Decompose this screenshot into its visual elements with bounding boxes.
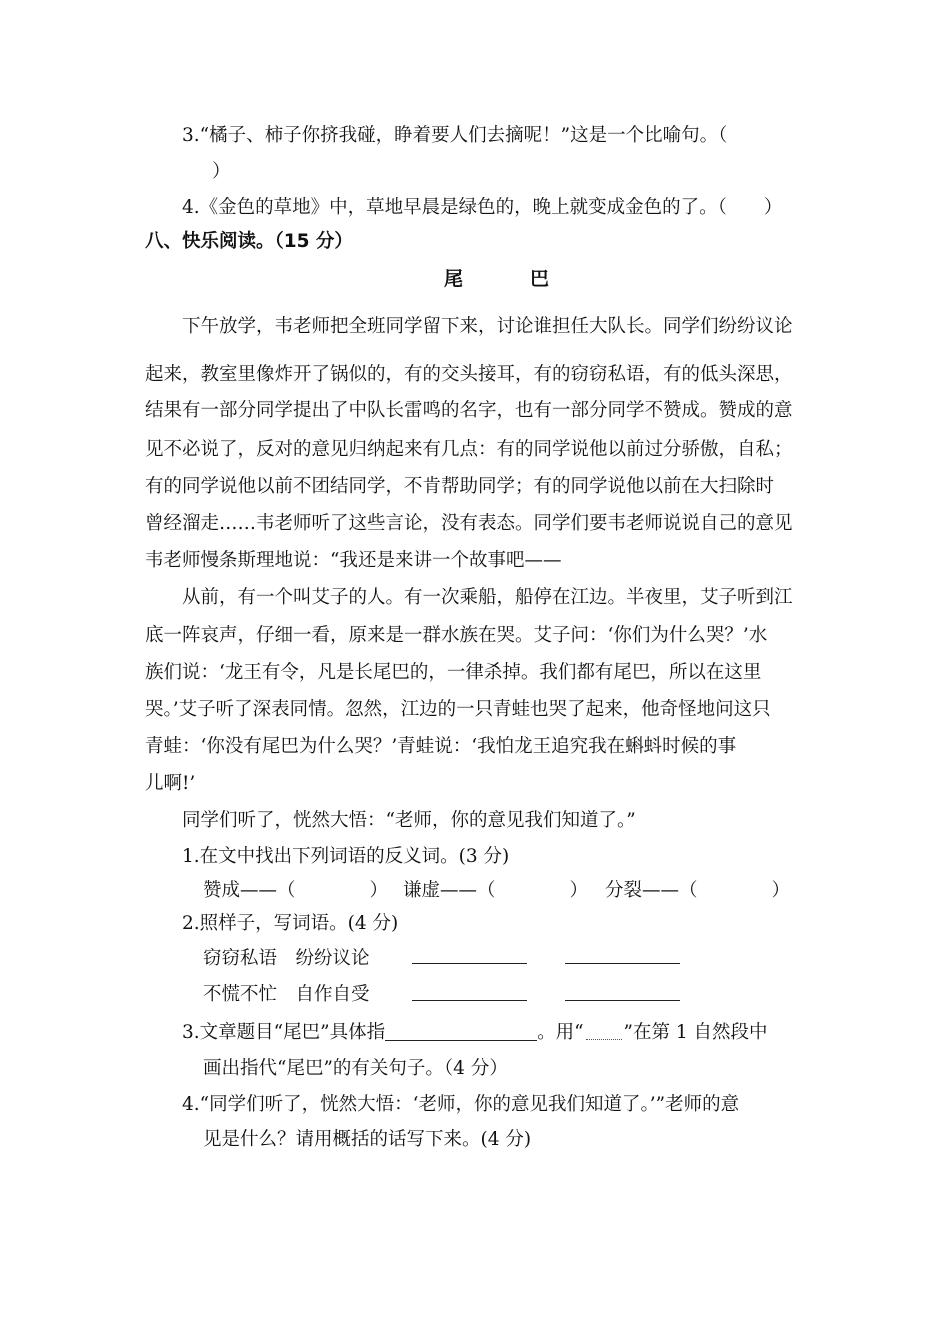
passage-line: 韦老师慢条斯理地说：“我还是来讲一个故事吧——: [145, 550, 562, 571]
judgement-q3-line1: 3.“橘子、柿子你挤我碰，睁着要人们去摘呢！”这是一个比喻句。（: [182, 125, 728, 146]
q2-answer-blank[interactable]: [565, 963, 680, 964]
question-3-line2: 画出指代“尾巴”的有关句子。（4 分）: [203, 1058, 508, 1079]
passage-line: 哭。’艾子听了深表同情。忽然，江边的一只青蛙也哭了起来，他奇怪地问这只: [145, 699, 771, 720]
question-4-line2: 见是什么？请用概括的话写下来。(4 分): [203, 1129, 532, 1150]
judgement-q4: 4.《金色的草地》中，草地早晨是绿色的，晚上就变成金色的了。（ ）: [182, 197, 783, 218]
q2-answer-blank[interactable]: [565, 1000, 680, 1001]
passage-line: 见不必说了，反对的意见归纳起来有几点：有的同学说他以前过分骄傲，自私；: [145, 439, 793, 460]
q2-example-row: 窃窃私语 纷纷议论: [203, 948, 370, 969]
passage-line: 儿啊!’: [145, 773, 196, 794]
passage-line: 从前，有一个叫艾子的人。有一次乘船，船停在江边。半夜里，艾子听到江: [182, 587, 793, 608]
passage-line: 下午放学，韦老师把全班同学留下来，讨论谁担任大队长。同学们纷纷议论: [182, 316, 793, 337]
passage-line: 曾经溜走……韦老师听了这些言论，没有表态。同学们要韦老师说说自己的意见: [145, 513, 793, 534]
q2-answer-blank[interactable]: [412, 1000, 527, 1001]
question-2-title: 2.照样子，写词语。(4 分): [182, 913, 399, 934]
passage-line: 族们说：‘龙王有令，凡是长尾巴的，一律杀掉。我们都有尾巴，所以在这里: [145, 662, 762, 683]
q3-text-part3: ”在第 1 自然段中: [623, 1022, 768, 1043]
passage-line: 有的同学说他以前不团结同学，不肯帮助同学；有的同学说他以前在大扫除时: [145, 476, 775, 497]
q2-answer-blank[interactable]: [412, 963, 527, 964]
passage-line: 起来，教室里像炸开了锅似的，有的交头接耳，有的窃窃私语，有的低头深思，: [145, 364, 793, 385]
q1-antonym-item[interactable]: 赞成——（ ）: [203, 880, 389, 901]
passage-line: 底一阵哀声，仔细一看，原来是一群水族在哭。艾子问：‘你们为什么哭？’水: [145, 625, 768, 646]
question-1-title: 1.在文中找出下列词语的反义词。(3 分): [182, 846, 510, 867]
q1-antonym-item[interactable]: 谦虚——（ ）: [403, 880, 589, 901]
q2-example-row: 不慌不忙 自作自受: [203, 984, 370, 1005]
q3-text-part2: 。用“: [537, 1022, 584, 1043]
passage-line: 结果有一部分同学提出了中队长雷鸣的名字，也有一部分同学不赞成。赞成的意: [145, 400, 793, 421]
passage-title: 尾 巴: [444, 268, 574, 290]
wavy-underline-mark: [586, 1038, 622, 1040]
q3-text-part1: 3.文章题目“尾巴”具体指: [182, 1022, 386, 1043]
passage-line: 同学们听了，恍然大悟：“老师，你的意见我们知道了。”: [182, 810, 636, 831]
question-3-line1: [182, 1024, 768, 1043]
q1-antonym-item[interactable]: 分裂——（ ）: [605, 880, 791, 901]
judgement-q3-line2: ）: [212, 161, 231, 182]
section-heading: 八、快乐阅读。（15 分）: [145, 231, 353, 252]
q3-answer-blank[interactable]: [385, 1039, 537, 1041]
question-4-line1: 4.“同学们听了，恍然大悟：‘老师，你的意见我们知道了。’”老师的意: [182, 1094, 740, 1115]
passage-line: 青蛙：‘你没有尾巴为什么哭？’青蛙说：‘我怕龙王追究我在蝌蚪时候的事: [145, 736, 737, 757]
